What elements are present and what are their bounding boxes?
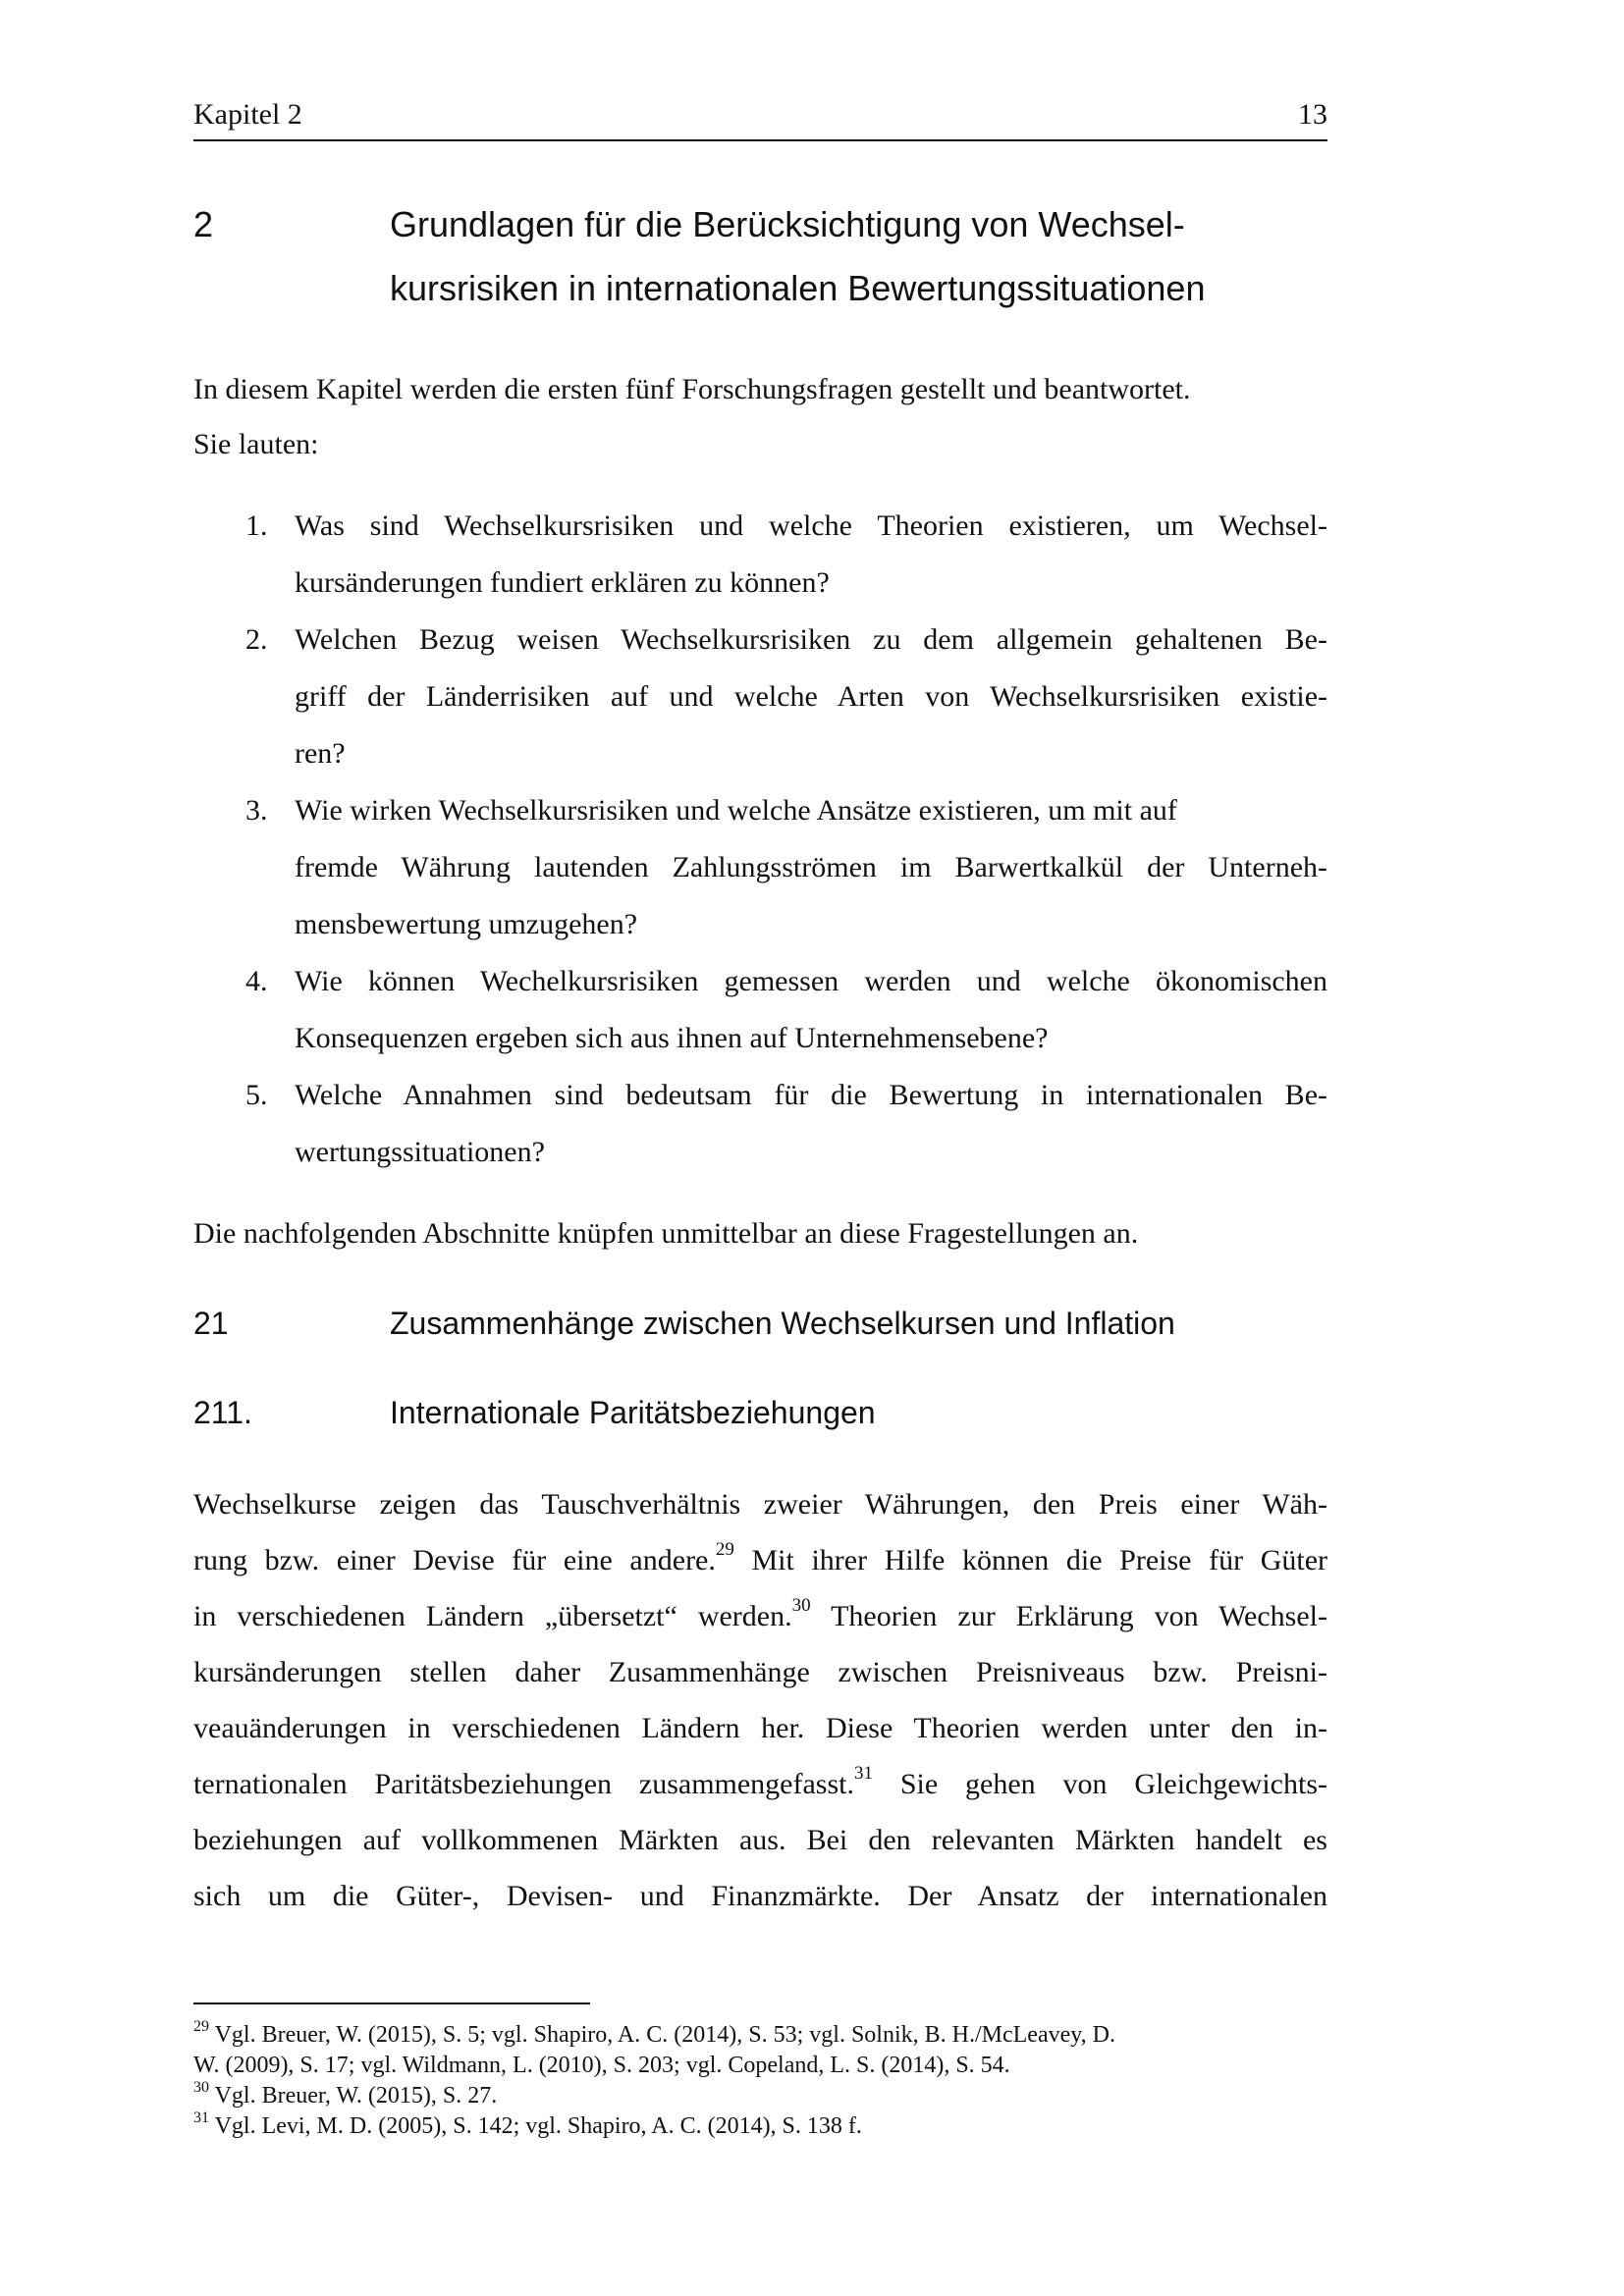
footnote-text: Vgl. Breuer, W. (2015), S. 27. <box>214 2083 498 2109</box>
intro-line-2: Sie lauten: <box>193 428 319 460</box>
list-line: Was sind Wechselkursrisiken und welche Theorien existieren, um Wechsel- <box>295 509 1327 542</box>
body-text: Theorien zur Erklärung von Wechsel- <box>810 1600 1327 1632</box>
chapter-number: 2 <box>193 204 214 244</box>
body-line: sich um die Güter-, Devisen- und Finanzmärkte. Der Ansatz der internationalen <box>193 1880 1327 1912</box>
body-text: Sie gehen von Gleichgewichts- <box>873 1768 1327 1800</box>
body-text: ternationalen Paritätsbeziehungen zusammengefasst. <box>193 1768 854 1800</box>
list-line: Konsequenzen ergeben sich aus ihnen auf Unternehmensebene? <box>295 1022 1049 1054</box>
footnote-29 <box>193 2018 1116 2049</box>
body-line: kursänderungen stellen daher Zusammenhänge zwischen Preisniveaus bzw. Preisni- <box>193 1656 1327 1688</box>
subsection-number: 211. <box>193 1395 252 1430</box>
list-line: Welche Annahmen sind bedeutsam für die Bewertung in internationalen Be- <box>295 1079 1327 1111</box>
footnote-29-continued: W. (2009), S. 17; vgl. Wildmann, L. (2010), S. 203; vgl. Copeland, L. S. (2014), S. 54. <box>193 2053 1010 2078</box>
footnote-number: 31 <box>193 2109 209 2126</box>
list-line: Wie wirken Wechselkursrisiken und welche Ansätze existieren, um mit auf <box>295 794 1177 827</box>
footnote-31 <box>193 2109 862 2140</box>
body-line: beziehungen auf vollkommenen Märkten aus. Bei den relevanten Märkten handelt es <box>193 1824 1327 1856</box>
list-line: mensbewertung umzugehen? <box>295 908 638 940</box>
footnote-number: 30 <box>193 2079 209 2096</box>
list-number: 1. <box>245 509 268 542</box>
list-line: fremde Währung lautenden Zahlungsströmen im Barwertkalkül der Unterneh- <box>295 851 1327 883</box>
list-number: 5. <box>245 1079 268 1111</box>
footnote-ref[interactable]: 30 <box>791 1595 811 1616</box>
footnote-text: Vgl. Levi, M. D. (2005), S. 142; vgl. Shapiro, A. C. (2014), S. 138 f. <box>214 2113 862 2139</box>
list-number: 3. <box>245 794 268 827</box>
list-line: kursänderungen fundiert erklären zu können? <box>295 566 830 599</box>
list-line: Welchen Bezug weisen Wechselkursrisiken zu dem allgemein gehaltenen Be- <box>295 623 1327 656</box>
list-line: griff der Länderrisiken auf und welche Arten von Wechselkursrisiken existie- <box>295 680 1327 713</box>
footnote-30 <box>193 2079 498 2109</box>
chapter-title-line-2: kursrisiken in internationalen Bewertungssituationen <box>390 268 1206 308</box>
footnote-ref[interactable]: 31 <box>854 1763 873 1784</box>
chapter-title-line-1: Grundlagen für die Berücksichtigung von Wechsel- <box>390 204 1185 244</box>
intro-line-1: In diesem Kapitel werden die ersten fünf Forschungsfragen gestellt und beantwortet. <box>193 373 1191 405</box>
subsection-title: Internationale Paritätsbeziehungen <box>390 1395 876 1430</box>
footnote-ref[interactable]: 29 <box>715 1539 734 1560</box>
list-number: 4. <box>245 965 268 997</box>
body-line <box>193 1763 1327 1801</box>
footnote-separator <box>193 2002 590 2004</box>
footnote-text: Vgl. Breuer, W. (2015), S. 5; vgl. Shapiro, A. C. (2014), S. 53; vgl. Solnik, B. H./McLeavey, D. <box>214 2022 1116 2048</box>
section-number: 21 <box>193 1306 229 1341</box>
body-line: Wechselkurse zeigen das Tauschverhältnis zweier Währungen, den Preis einer Wäh- <box>193 1488 1327 1521</box>
body-line <box>193 1539 1327 1577</box>
list-line: wertungssituationen? <box>295 1136 545 1168</box>
list-number: 2. <box>245 623 268 656</box>
page-number: 13 <box>1298 98 1327 131</box>
transition-paragraph: Die nachfolgenden Abschnitte knüpfen unmittelbar an diese Fragestellungen an. <box>193 1217 1139 1250</box>
list-line: ren? <box>295 737 346 770</box>
list-line: Wie können Wechelkursrisiken gemessen werden und welche ökonomischen <box>295 965 1327 997</box>
header-rule <box>193 139 1327 141</box>
body-line: veauänderungen in verschiedenen Ländern her. Diese Theorien werden unter den in- <box>193 1712 1327 1744</box>
body-line <box>193 1595 1327 1633</box>
body-text: rung bzw. einer Devise für eine andere. <box>193 1544 716 1576</box>
body-text: Mit ihrer Hilfe können die Preise für Güter <box>733 1544 1327 1576</box>
footnote-number: 29 <box>193 2018 209 2035</box>
section-title: Zusammenhänge zwischen Wechselkursen und Inflation <box>390 1306 1175 1341</box>
body-text: in verschiedenen Ländern „übersetzt“ werden. <box>193 1600 792 1632</box>
running-title: Kapitel 2 <box>193 98 302 131</box>
